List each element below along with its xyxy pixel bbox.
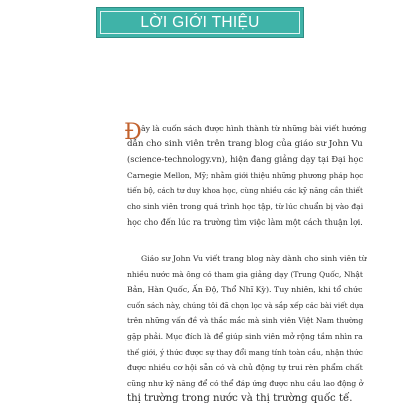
paragraph-line: học cho đến lúc ra trường tìm việc làm một cách thuận lợi. xyxy=(127,217,363,227)
paragraph-line: gặp phải. Mục đích là để giúp sinh viên mở rộng tầm nhìn ra xyxy=(127,331,363,341)
paragraph-line: cũng như kỹ năng để có thể đáp ứng được nhu cầu lao động ở xyxy=(127,378,364,388)
title-banner xyxy=(96,7,304,38)
paragraph-line: thế giới, ý thức được sự thay đổi mang tính toàn cầu, nhận thức xyxy=(127,347,363,357)
paragraph-line: cho sinh viên trong quá trình học tập, từ lúc chuẩn bị vào đại xyxy=(127,201,364,211)
paragraph-line: cuốn sách này, chúng tôi đã chọn lọc và sắp xếp các bài viết dựa xyxy=(127,300,364,310)
paragraph-line: Carnegie Mellon, Mỹ; nhằm giới thiệu những phương pháp học xyxy=(127,170,364,180)
paragraph-line: dẫn cho sinh viên trên trang blog của giáo sư John Vu xyxy=(127,138,363,149)
intro-paragraph-2 xyxy=(127,251,367,407)
drop-cap: Đ xyxy=(124,120,142,145)
paragraph-line: (science-technology.vn), hiện đang giảng dạy tại Đại học xyxy=(127,154,364,165)
paragraph-line: tiến bộ, cách tư duy khoa học, cùng nhiều các kỹ năng cần thiết xyxy=(127,186,363,196)
paragraph-line: nhiều nước mà ông có tham gia giảng dạy (Trung Quốc, Nhật xyxy=(127,269,363,279)
paragraph-line: trên những vấn đề và thắc mắc mà sinh viên Việt Nam thường xyxy=(127,316,364,326)
paragraph-line: thị trường trong nước và thị trường quốc tế. xyxy=(127,393,353,405)
paragraph-line: Giáo sư John Vu viết trang blog này dành cho sinh viên từ xyxy=(141,254,367,263)
intro-paragraph-1 xyxy=(124,120,367,230)
paragraph-line: Bản, Hàn Quốc, Ấn Độ, Thổ Nhĩ Kỳ). Tuy nhiên, khi tổ chức xyxy=(127,285,363,295)
page-title: LỜI GIỚI THIỆU xyxy=(140,13,260,31)
paragraph-line: được nhiều cơ hội sẵn có và chủ động tự trui rèn phẩm chất xyxy=(127,363,363,373)
paragraph-line: ây là cuốn sách được hình thành từ những bài viết hướng xyxy=(141,124,367,133)
